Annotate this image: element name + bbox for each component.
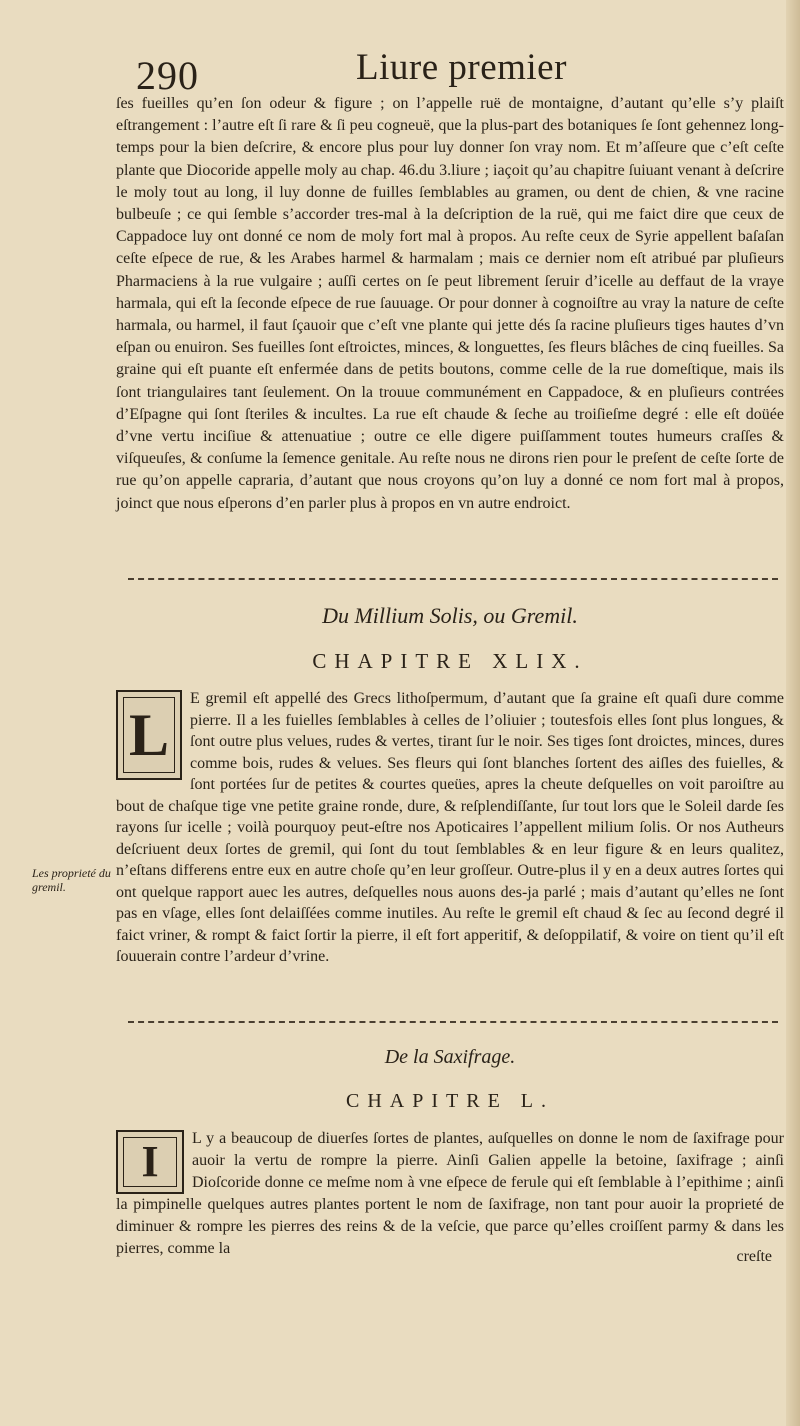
section-title-saxifrage: De la Saxifrage.: [384, 1046, 516, 1068]
section-divider: [128, 578, 778, 580]
page-header: [0, 46, 800, 96]
chapter-body-text: E gremil eſt appellé des Grecs lithoſpermum, d’autant que ſa graine eſt quaſi dure comme pierre. Il a les fuielles ſemblables à celles de l’oliuier ; toutesfois elles ſont plus longues, & ſont outre plus velues, rudes & vertes, tirant ſur le noir. Ses tiges ſont droictes, minces, dures comme bois, rudes & velues. Ses fleurs qui ſont blanches ſortent des aiſles des fuielles, & ſont portées ſur de petites & courtes queües, apres la cheute deſquelles on voit paroiſtre au bout de chaſque tige vne petite graine ronde, dure, & reſplendiſſante, ſur tout lors que le Soleil darde ſes rayons ſur icelle ; voilà pourquoy peut-eſtre nos Apoticaires l’appellent milium ſolis. Or nos Autheurs deſcriuent deux ſortes de gremil, qui ſont du tout ſemblables & en leur figure & en leurs qualitez, n’eſtans differens entre eux en autre choſe qu’en leur groſſeur. Outre-plus il y en a deux autres ſortes qui ont quelque rapport auec les autres, deſquelles nous auons des-ja parlé ; mais d’autant qu’elles ne ſont pas en vſage, elles ſont delaiſſées comme inutiles. Au reſte le gremil eſt chaud & ſec au ſecond degré il faict vriner, & rompt & faict ſortir la pierre, il eſt fort apperitif, & deſoppilatif, & voire on tient qu’il eſt ſouuerain contre l’ardeur d’vrine.: [116, 690, 784, 965]
page-number: 290: [136, 53, 199, 98]
catchword: creſte: [736, 1248, 772, 1265]
initial-letter: I: [123, 1137, 177, 1187]
initial-letter: L: [123, 697, 175, 773]
chapter-body-text: L y a beaucoup de diuerſes ſortes de plantes, auſquelles on donne le nom de ſaxifrage pour auoir la vertu de rompre la pierre. Ainſi Galien appelle la betoine, ſaxifrage ; ainſi Dioſcoride donne ce meſme nom à vne eſpece de ferule qui eſt ſemblable à l’epithime ; ainſi la pimpinelle quelques autres plantes portent le nom de ſaxifrage, non tant pour auoir la proprieté de diminuer & rompre les pierres des reins & de la veſcie, que parce qu’elles croiſſent parmy & dans les pierres, comme la: [116, 1130, 784, 1257]
chapter-heading-l: CHAPITRE L.: [346, 1090, 554, 1112]
decorated-initial: [116, 690, 182, 780]
chapter-heading-xlix: CHAPITRE XLIX.: [312, 649, 588, 673]
section-title-gremil: Du Millium Solis, ou Gremil.: [322, 603, 578, 628]
decorated-initial: [116, 1130, 184, 1194]
chapter-body-saxifrage: [116, 1128, 784, 1260]
margin-note: Les proprieté du gremil.: [32, 866, 111, 894]
running-title: Liure premier: [356, 47, 567, 88]
paragraph-continuation: ſes fueilles qu’en ſon odeur & figure ; on l’appelle ruë de montaigne, d’autant qu’elle s’y plaiſt eſtrangement : l’autre eſt ſi rare & ſi peu cogneuë, que la plus-part des botaniques ſe ſont gehennez long-temps pour la bien deſcrire, & encore plus pour luy donner ſon vray nom. Et m’aſſeure que c’eſt ceſte plante que Diocoride appelle moly au chap. 46.du 3.liure ; iaçoit qu’au chapitre ſuiuant venant à deſcrire le moly tout au long, il luy donne de fuilles ſemblables au gramen, ou dent de chien, & vne racine bulbeuſe ; ce qui ſemble s’accorder tres-mal à la deſcription de la ruë, qui me faict dire que ceux de Cappadoce luy ont donné ce nom de moly fort mal à propos. Au reſte ceux de Syrie appellent baſaſan ceſte eſpece de rue, & les Arabes harmel & harmalam ; mais ce dernier nom eſt atribué par pluſieurs Pharmaciens à la rue vulgaire ; auſſi certes on ſe peut librement ſeruir d’icelle au deffaut de la vraye harmala, qui eſt la ſeconde eſpece de rue ſauuage. Or pour donner à cognoiſtre au vray la nature de ceſte harmala, ou harmel, il faut ſçauoir que c’eſt vne plante qui jette dés ſa racine pluſieurs tiges hautes d’vn eſpan ou enuiron. Ses fueilles ſont eſtroictes, minces, & longuettes, ſes fleurs blâches de cinq fueilles. Sa graine qui eſt puante eſt enfermée dans de petits boutons, comme celle de la rue domeſtique, mais ils ſont triangulaires tant ſeulement. On la trouue communément en Cappadoce, & en pluſieurs contrées d’Eſpagne qui ſont ſteriles & incultes. La rue eſt chaude & ſeche au troiſieſme degré : elle eſt doüée d’vne vertu inciſiue & attenuatiue ; outre ce elle digere puiſſamment toutes humeurs craſſes & viſqueuſes, & conſume la ſemence genitale. Au reſte nous ne dirons rien pour le preſent de ceſte ſorte de rue qu’on appelle capraria, d’autant que nous croyons qu’on luy a donné ce nom fort mal à propos, joinct que nous eſperons d’en parler plus à propos en vn autre endroict.: [116, 95, 784, 512]
page-spine-shadow: [786, 0, 800, 1426]
section-divider: [128, 1021, 778, 1023]
chapter-body-gremil: [116, 688, 784, 968]
